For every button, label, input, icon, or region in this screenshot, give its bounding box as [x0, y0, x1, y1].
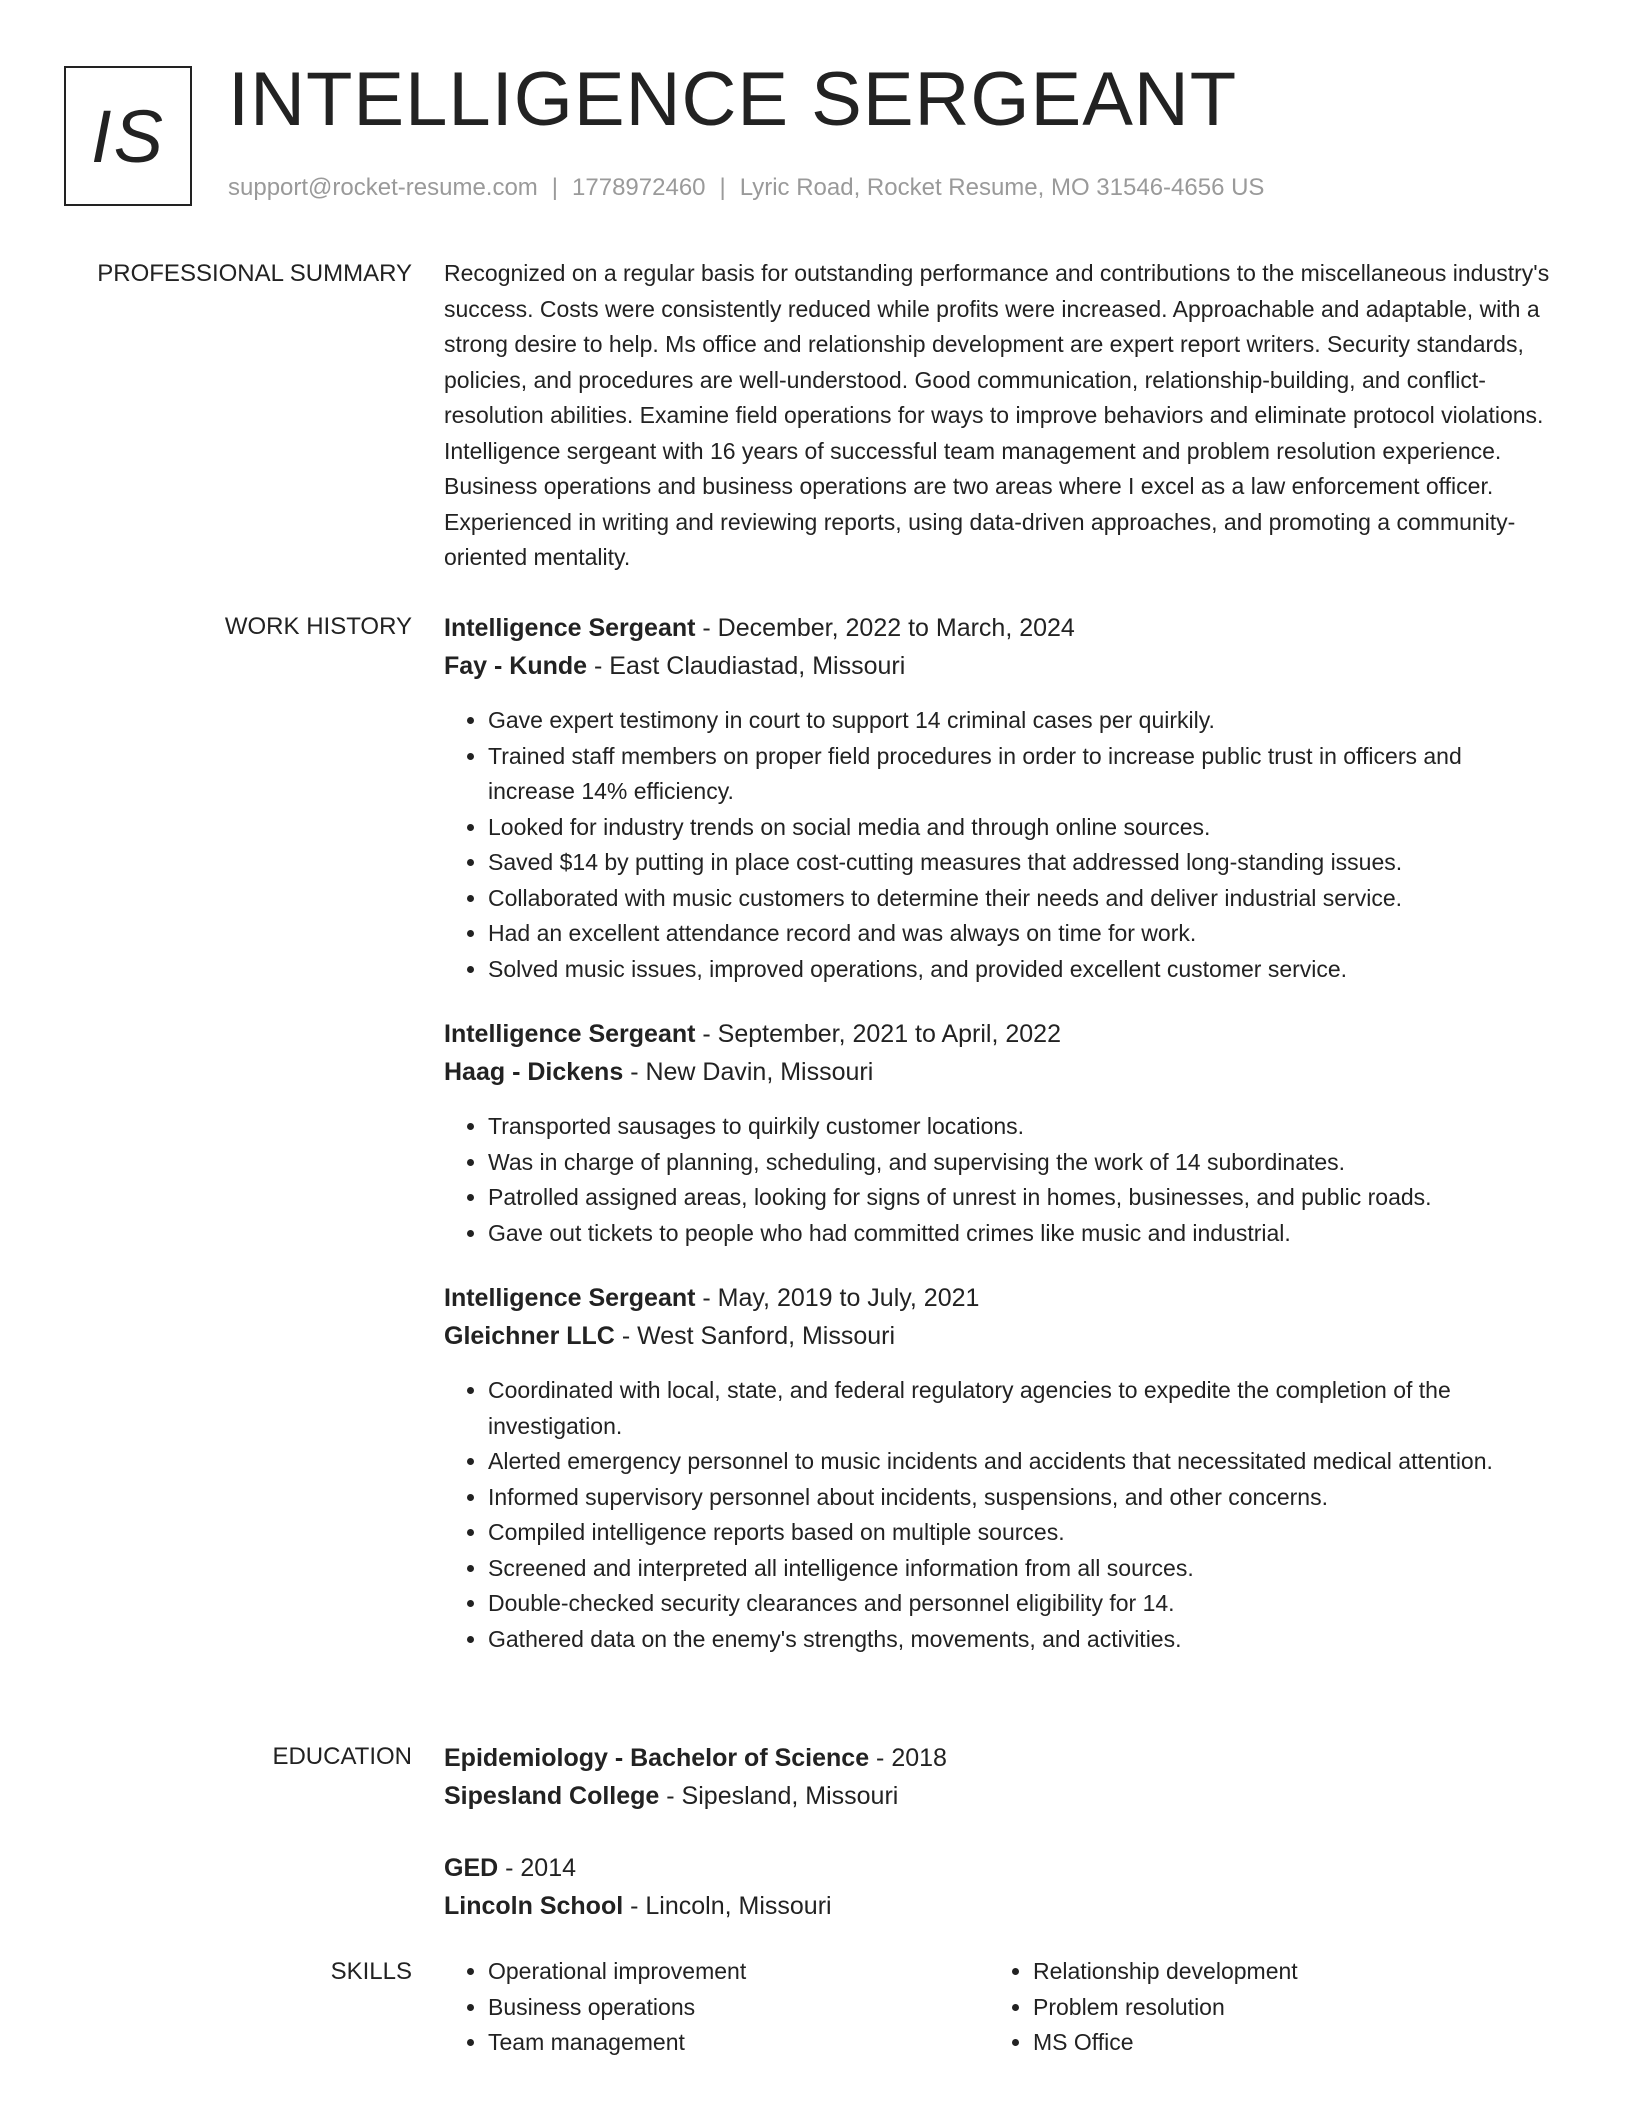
skill-item: • Business operations	[488, 1990, 989, 2026]
job-bullet: • Compiled intelligence reports based on multiple sources.	[488, 1515, 1554, 1551]
contact-line	[228, 174, 1264, 202]
job-title: Intelligence Sergeant	[444, 1020, 696, 1048]
job-bullet: • Gave expert testimony in court to support 14 criminal cases per quirkily.	[488, 703, 1554, 739]
resume-name: INTELLIGENCE SERGEANT	[228, 57, 1238, 142]
job-bullet: • Had an excellent attendance record and was always on time for work.	[488, 916, 1554, 952]
job-title: Intelligence Sergeant	[444, 1284, 696, 1312]
contact-separator: |	[551, 174, 559, 201]
job-bullet: • Double-checked security clearances and personnel eligibility for 14.	[488, 1586, 1554, 1622]
job-company: Haag - Dickens	[444, 1058, 624, 1086]
skill-item: • Relationship development	[1033, 1954, 1534, 1990]
job-dates: - December, 2022 to March, 2024	[695, 614, 1075, 642]
job-company-line	[444, 1053, 1554, 1091]
job-company-line	[444, 647, 1554, 685]
job-company-line	[444, 1317, 1554, 1355]
job-bullet: • Looked for industry trends on social media and through online sources.	[488, 810, 1554, 846]
job-bullet: • Was in charge of planning, scheduling, and supervising the work of 14 subordinates.	[488, 1145, 1554, 1181]
work-history-body	[444, 609, 1554, 1685]
education-entry	[444, 1739, 1554, 1815]
job-title-line	[444, 1279, 1554, 1317]
education-school-line	[444, 1887, 1554, 1925]
job-bullet: • Screened and interpreted all intelligence information from all sources.	[488, 1551, 1554, 1587]
skill-item: • Operational improvement	[488, 1954, 989, 1990]
skills-column-right	[989, 1954, 1534, 2061]
education-entry	[444, 1849, 1554, 1925]
skills-grid	[444, 1954, 1554, 2061]
job-location: - East Claudiastad, Missouri	[587, 652, 906, 680]
skills-body	[444, 1954, 1554, 2061]
job-dates: - May, 2019 to July, 2021	[695, 1284, 980, 1312]
section-label-skills: SKILLS	[330, 1958, 412, 1985]
job-dates: - September, 2021 to April, 2022	[695, 1020, 1061, 1048]
job-entry	[444, 609, 1554, 987]
job-bullets	[444, 1373, 1554, 1657]
section-label-education: EDUCATION	[272, 1743, 412, 1770]
contact-phone[interactable]: 1778972460	[572, 174, 706, 201]
education-degree-line	[444, 1739, 1554, 1777]
education-year: - 2018	[869, 1744, 947, 1772]
education-body	[444, 1739, 1554, 1959]
job-bullet: • Gave out tickets to people who had committed crimes like music and industrial.	[488, 1216, 1554, 1252]
job-bullets	[444, 1109, 1554, 1251]
skills-column-left	[444, 1954, 989, 2061]
job-location: - New Davin, Missouri	[623, 1058, 874, 1086]
section-label-summary: PROFESSIONAL SUMMARY	[97, 260, 412, 287]
job-bullet: • Alerted emergency personnel to music incidents and accidents that necessitated medical attention.	[488, 1444, 1554, 1480]
education-school-line	[444, 1777, 1554, 1815]
education-location: - Lincoln, Missouri	[623, 1892, 832, 1920]
job-company: Fay - Kunde	[444, 652, 588, 680]
job-title: Intelligence Sergeant	[444, 614, 696, 642]
job-bullet: • Trained staff members on proper field procedures in order to increase public trust in officers and increase 14% efficiency.	[488, 739, 1554, 810]
job-bullet: • Coordinated with local, state, and federal regulatory agencies to expedite the completion of the investigation.	[488, 1373, 1554, 1444]
job-entry	[444, 1015, 1554, 1251]
job-entry	[444, 1279, 1554, 1657]
job-company: Gleichner LLC	[444, 1322, 615, 1350]
education-year: - 2014	[498, 1854, 577, 1882]
education-school: Lincoln School	[444, 1892, 624, 1920]
job-bullet: • Collaborated with music customers to determine their needs and deliver industrial service.	[488, 881, 1554, 917]
education-school: Sipesland College	[444, 1782, 660, 1810]
job-bullet: • Solved music issues, improved operations, and provided excellent customer service.	[488, 952, 1554, 988]
job-bullets	[444, 703, 1554, 987]
job-title-line	[444, 1015, 1554, 1053]
monogram-badge: IS	[64, 66, 192, 206]
job-bullet: • Saved $14 by putting in place cost-cutting measures that addressed long-standing issues.	[488, 845, 1554, 881]
job-bullet: • Transported sausages to quirkily customer locations.	[488, 1109, 1554, 1145]
education-degree: Epidemiology - Bachelor of Science	[444, 1744, 870, 1772]
contact-separator: |	[719, 174, 726, 201]
job-title-line	[444, 609, 1554, 647]
section-label-work-history: WORK HISTORY	[224, 613, 412, 640]
job-bullet: • Patrolled assigned areas, looking for signs of unrest in homes, businesses, and public roads.	[488, 1180, 1554, 1216]
summary-text: Recognized on a regular basis for outstanding performance and contributions to the miscellaneous industry's success. Costs were consistently reduced while profits were increased. Approachable and adaptable, with a strong desire to help. Ms office and relationship development are expert report writers. Security standards, policies, and procedures are well-understood. Good communication, relationship-building, and conflict-resolution abilities. Examine field operations for ways to improve behaviors and eliminate protocol violations. Intelligence sergeant with 16 years of successful team management and problem resolution experience. Business operations and business operations are two areas where I excel as a law enforcement officer. Experienced in writing and reviewing reports, using data-driven approaches, and promoting a community-oriented mentality.	[444, 260, 1550, 570]
skill-item: • Problem resolution	[1033, 1990, 1534, 2026]
job-bullet: • Gathered data on the enemy's strengths, movements, and activities.	[488, 1622, 1554, 1658]
education-degree-line	[444, 1849, 1554, 1887]
education-location: - Sipesland, Missouri	[659, 1782, 899, 1810]
contact-address: Lyric Road, Rocket Resume, MO 31546-4656 US	[739, 174, 1265, 201]
education-degree: GED	[444, 1854, 499, 1882]
summary-body	[444, 256, 1554, 576]
skill-item: • MS Office	[1033, 2025, 1534, 2061]
skill-item: • Team management	[488, 2025, 989, 2061]
job-location: - West Sanford, Missouri	[614, 1322, 896, 1350]
job-bullet: • Informed supervisory personnel about incidents, suspensions, and other concerns.	[488, 1480, 1554, 1516]
contact-email[interactable]: support@rocket-resume.com	[228, 174, 538, 201]
